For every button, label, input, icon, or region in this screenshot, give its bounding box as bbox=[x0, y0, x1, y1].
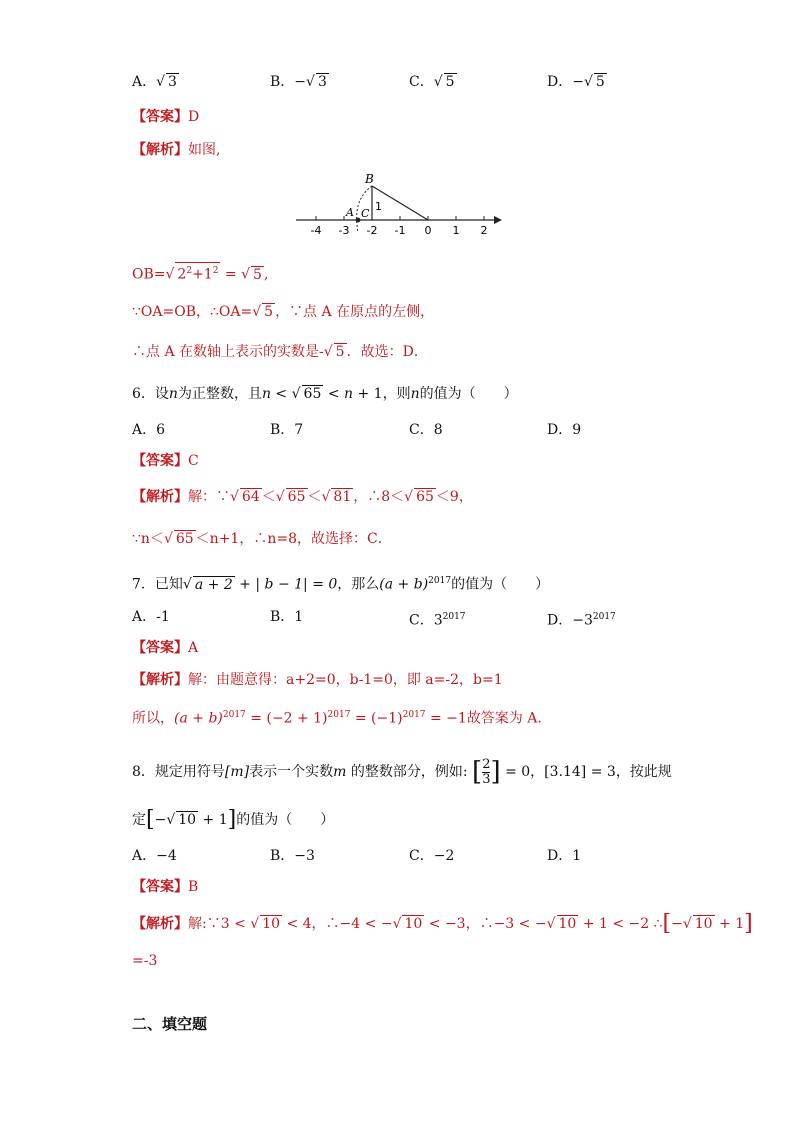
q6-answer: 【答案】C bbox=[132, 453, 199, 469]
tick-label: -4 bbox=[310, 224, 322, 237]
q8-option-d: D．1 bbox=[547, 848, 582, 864]
tick-label: -2 bbox=[366, 224, 378, 237]
q6-stem: 6．设n为正整数，且n < √ 65 < n + 1，则n的值为（ ） bbox=[132, 386, 518, 402]
q6-option-b: B．7 bbox=[270, 422, 304, 438]
fraction: $\frac{2}{3}$ bbox=[482, 756, 491, 787]
q8-analysis-1: 【解析】解:∵3 < √ 10 < 4，∴−4 < −√ 10 < −3，∴−3 < −√ 10 + 1 < −2 ∴[−√ 10 + 1] bbox=[132, 911, 753, 936]
q6-option-d: D．9 bbox=[547, 422, 582, 438]
q5-answer: 【答案】D bbox=[132, 109, 200, 125]
label-a: A bbox=[346, 206, 354, 219]
q6-analysis-1: 【解析】解：∵√ 64 ＜√ 65 ＜√ 81 ，∴8＜√ 65 ＜9， bbox=[132, 489, 473, 505]
number-line-figure bbox=[292, 168, 504, 240]
q8-option-b: B．−3 bbox=[270, 848, 315, 864]
q7-stem: 7．已知√ a + 2 + | b − 1| = 0，那么$(a + b)^{2017}$的值为（ ） bbox=[132, 576, 550, 593]
q5-line1: OB=√ $2^2+1^2$ = √ 5 , bbox=[132, 262, 268, 285]
q5-line2: ∵OA=OB，∴OA=√ 5 ，∵点 A 在原点的左侧， bbox=[132, 304, 435, 320]
tick-label: -1 bbox=[394, 224, 406, 237]
q7-option-c: C．$3^{2017}$ bbox=[409, 612, 466, 629]
q8-stem-2: 定[−√ 10 + 1]的值为（ ） bbox=[132, 807, 335, 832]
q7-analysis-1: 【解析】解：由题意得：a+2=0，b-1=0，即 a=-2，b=1 bbox=[132, 672, 503, 688]
q7-option-b: B．1 bbox=[270, 609, 304, 625]
q8-analysis-2: =-3 bbox=[132, 953, 158, 969]
tick-label: 0 bbox=[424, 224, 432, 237]
q7-option-d: D．$-3^{2017}$ bbox=[547, 612, 616, 629]
tick-label: 1 bbox=[452, 224, 460, 237]
q6-option-c: C．8 bbox=[409, 422, 443, 438]
q8-option-a: A．−4 bbox=[132, 848, 177, 864]
label-c: C bbox=[361, 207, 370, 220]
section-heading: 二、填空题 bbox=[132, 1015, 208, 1033]
q6-option-a: A．6 bbox=[132, 422, 166, 438]
q8-answer: 【答案】B bbox=[132, 879, 199, 895]
q7-analysis-2: 所以，$(a + b)^{2017} = (-2 + 1)^{2017} = (-1)^{2017} = -1$故答案为 A. bbox=[132, 710, 542, 727]
tick-label: 2 bbox=[480, 224, 488, 237]
label-one: 1 bbox=[375, 200, 382, 213]
option-c: C．√ 5 bbox=[409, 74, 455, 90]
q8-option-c: C．−2 bbox=[409, 848, 455, 864]
q6-analysis-2: ∵n＜√ 65 ＜n+1，∴n=8，故选择：C． bbox=[132, 531, 392, 547]
option-a: A．√ 3 bbox=[132, 74, 177, 90]
q5-analysis-intro: 【解析】如图, bbox=[132, 142, 221, 158]
option-d: D．−√ 5 bbox=[547, 74, 605, 90]
q7-option-a: A．-1 bbox=[132, 609, 170, 625]
q7-answer: 【答案】A bbox=[132, 640, 199, 656]
tick-label: -3 bbox=[338, 224, 350, 237]
label-b: B bbox=[365, 172, 374, 186]
q8-stem-1: 8．规定用符号[m]表示一个实数m 的整数部分，例如: [ $\frac{2}{3}$ ] = 0，[3.14] = 3，按此规 bbox=[132, 756, 672, 787]
option-b: B．−√ 3 bbox=[270, 74, 327, 90]
q5-line3: ∴点 A 在数轴上表示的实数是-√ 5 ．故选：D． bbox=[132, 344, 428, 360]
